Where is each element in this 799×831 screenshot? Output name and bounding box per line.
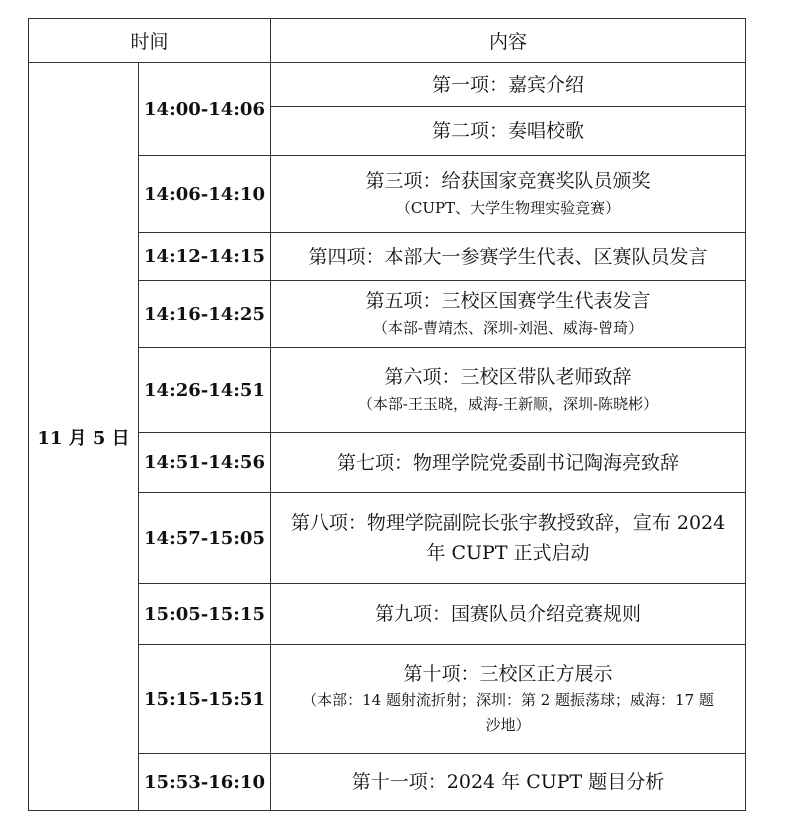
header-row	[29, 19, 746, 63]
time-cell: 14:00-14:06	[139, 63, 271, 156]
item-title: 第一项：嘉宾介绍	[432, 73, 585, 96]
item-note: （本部-曹靖杰、深圳-刘浥、威海-曾琦）	[372, 319, 644, 337]
item-title: 第七项：物理学院党委副书记陶海亮致辞	[337, 451, 680, 474]
item-cell	[271, 281, 746, 348]
time-cell: 15:53-16:10	[139, 754, 271, 811]
item-cell	[271, 348, 746, 433]
item-cell	[271, 156, 746, 233]
item-title: 第十项：三校区正方展示	[403, 663, 613, 685]
item-cell	[271, 63, 746, 107]
item-note: （本部-王玉晓，威海-王新顺，深圳-陈晓彬）	[357, 395, 659, 413]
schedule-table	[28, 18, 746, 811]
item-title: 第二项：奏唱校歌	[432, 120, 585, 142]
date-cell: 11 月 5 日	[29, 63, 139, 811]
item-title: 第五项：三校区国赛学生代表发言	[365, 290, 651, 312]
item-note: （CUPT、大学生物理实验竞赛）	[395, 199, 621, 217]
item-cell	[271, 493, 746, 584]
time-cell: 14:57-15:05	[139, 493, 271, 584]
time-cell: 14:12-14:15	[139, 233, 271, 281]
content-header: 内容	[271, 19, 746, 63]
item-cell	[271, 754, 746, 811]
table-row	[29, 63, 746, 107]
time-cell: 14:16-14:25	[139, 281, 271, 348]
time-cell: 14:51-14:56	[139, 433, 271, 493]
item-cell	[271, 233, 746, 281]
time-header: 时间	[29, 19, 271, 63]
item-note: （本部：14 题射流折射；深圳：第 2 题振荡球；威海：17 题沙地）	[302, 691, 714, 734]
item-title: 第十一项：2024 年 CUPT 题目分析	[351, 771, 665, 793]
item-cell	[271, 107, 746, 156]
item-cell	[271, 645, 746, 754]
time-cell: 15:05-15:15	[139, 584, 271, 645]
time-cell: 14:06-14:10	[139, 156, 271, 233]
item-cell	[271, 584, 746, 645]
item-title: 第三项：给获国家竞赛奖队员颁奖	[365, 170, 651, 192]
time-cell: 15:15-15:51	[139, 645, 271, 754]
item-title: 第六项：三校区带队老师致辞	[384, 366, 632, 388]
item-title: 第八项：物理学院副院长张宇教授致辞，宣布 2024 年 CUPT 正式启动	[290, 512, 726, 564]
item-title: 第九项：国赛队员介绍竞赛规则	[375, 603, 642, 625]
item-title: 第四项：本部大一参赛学生代表、区赛队员发言	[308, 245, 708, 268]
time-cell: 14:26-14:51	[139, 348, 271, 433]
item-cell	[271, 433, 746, 493]
